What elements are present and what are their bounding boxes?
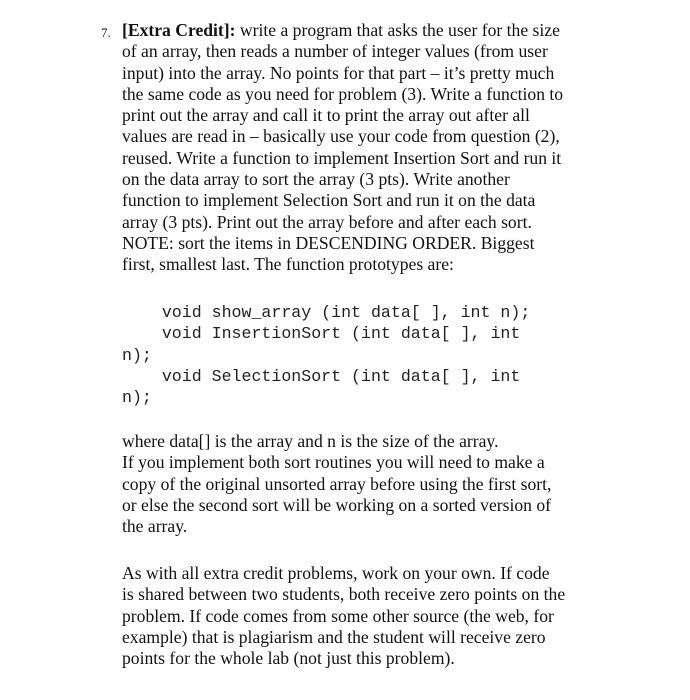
extra-credit-policy: As with all extra credit problems, work on your own. If code is shared between two students, both receive zero points on the problem. If code comes from some other source (the web, for example) that is plagiarism and the student will receive zero points for the whole lab (not just this problem). [122, 563, 566, 669]
problem-number: 7. [101, 25, 111, 40]
parameter-explanation: where data[] is the array and n is the size of the array. If you implement both sort routines you will need to make a copy of the original unsorted array before using the first sort, or else the second sort will be working on a sorted version of the array. [122, 431, 552, 537]
function-prototypes-code: void show_array (int data[ ], int n); void InsertionSort (int data[ ], int n); [122, 303, 531, 365]
problem-description [122, 20, 622, 276]
selection-sort-prototype-code: void SelectionSort (int data[ ], int n); [122, 367, 521, 408]
extra-credit-heading: [Extra Credit]: [122, 20, 236, 40]
problem-intro-text: write a program that asks the user for the size of an array, then reads a number of integer values (from user input) into the array. No points for that part – it’s pretty much the same code as you need for problem (3). Write a function to print out the array and call it to print the array out after all values are read in – basically use your code from question (2), reused. Write a function to implement Insertion Sort and run it on the data array to sort the array (3 pts). Write another function to implement Selection Sort and run it on the data array (3 pts). Print out the array before and after each sort. NOTE: sort the items in DESCENDING ORDER. Biggest first, smallest last. The function prototypes are: [122, 20, 564, 275]
